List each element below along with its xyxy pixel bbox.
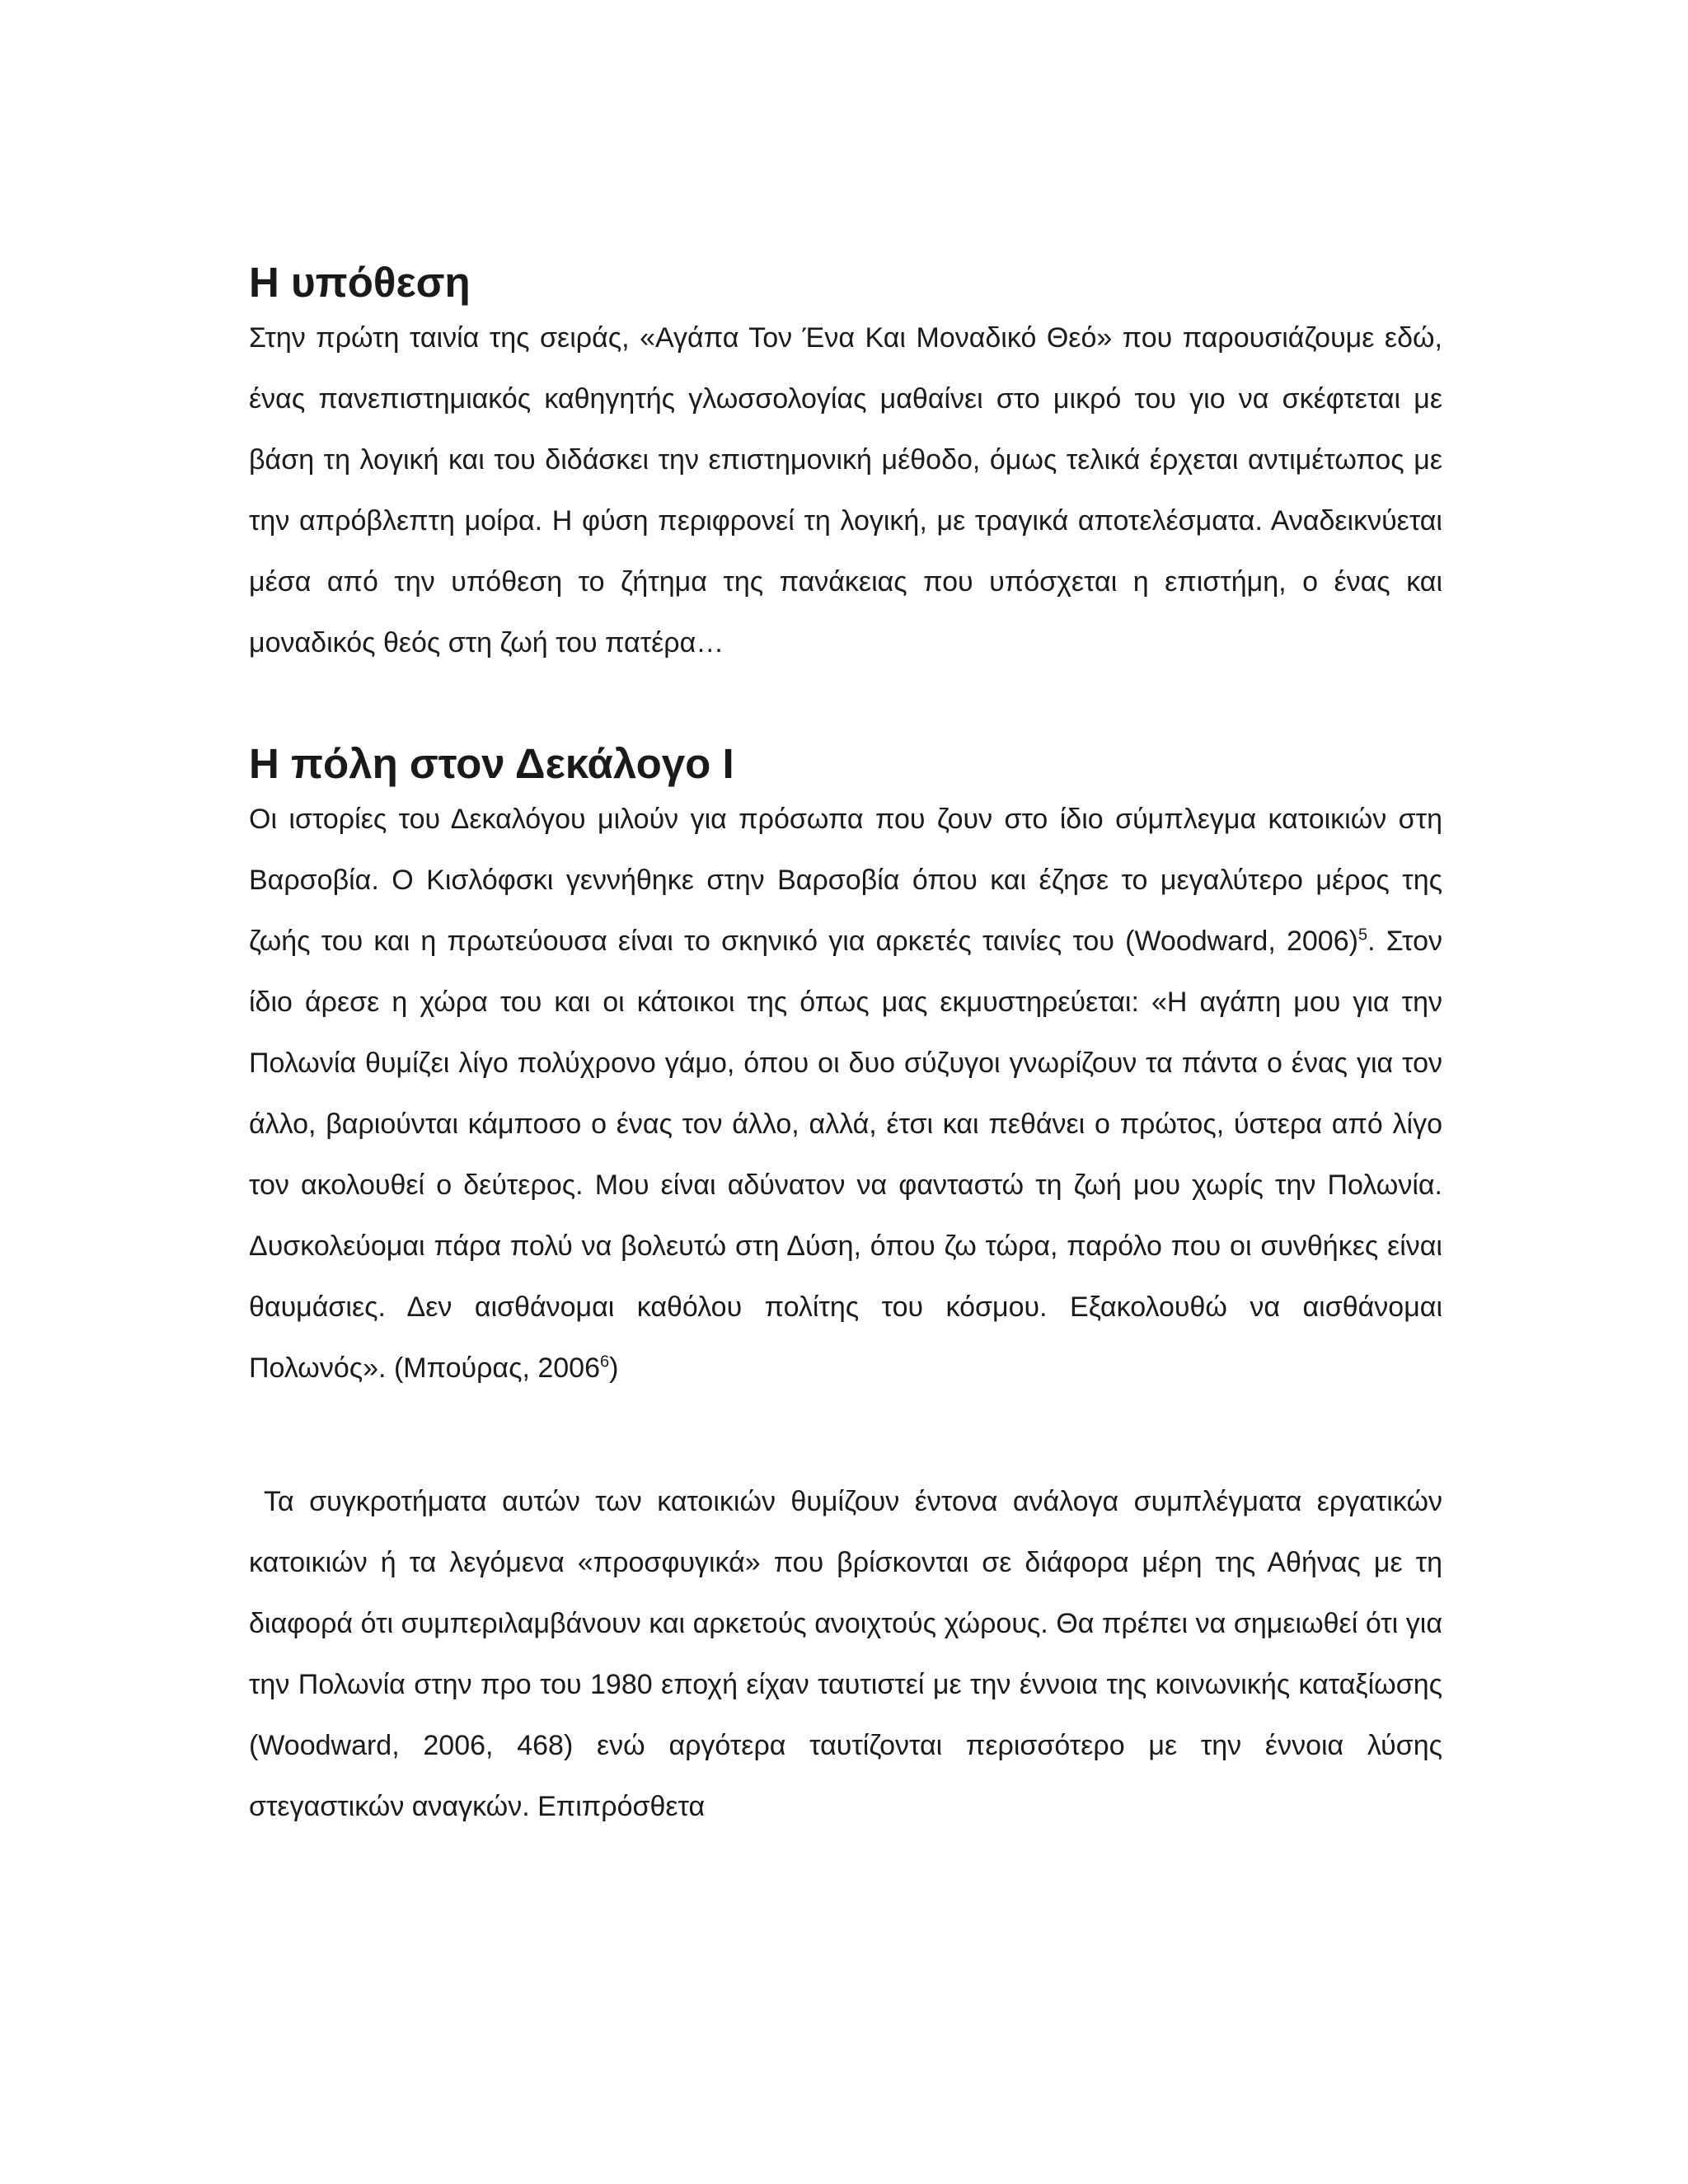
section-paragraph: Στην πρώτη ταινία της σειράς, «Αγάπα Τον Ένα Και Μοναδικό Θεό» που παρουσιάζουμε εδώ, ένας πανεπιστημιακός καθηγητής γλωσσολογίας μαθαίνει στο μικρό του γιο να σκέφτεται με βάση τη λογική και του διδάσκει την επιστημονική μέθοδο, όμως τελικά έρχεται αντιμέτωπος με την απρόβλεπτη μοίρα. Η φύση περιφρονεί τη λογική, με τραγικά αποτελέσματα. Αναδεικνύεται μέσα από την υπόθεση το ζήτημα της πανάκειας που υπόσχεται η επιστήμη, ο ένας και μοναδικός θεός στη ζωή του πατέρα…	[249, 322, 1442, 658]
section-hypothesis	[249, 258, 1442, 673]
paragraph-text: . Στον ίδιο άρεσε η χώρα του και οι κάτοικοι της όπως μας εκμυστηρεύεται: «Η αγάπη μου για την Πολωνία θυμίζει λίγο πολύχρονο γάμο, όπου οι δυο σύζυγοι γνωρίζουν τα πάντα ο ένας για τον άλλο, βαριούνται κάμποσο ο ένας τον άλλο, αλλά, έτσι και πεθάνει ο πρώτος, ύστερα από λίγο τον ακολουθεί ο δεύτερος. Μου είναι αδύνατον να φανταστώ τη ζωή μου χωρίς την Πολωνία. Δυσκολεύομαι πάρα πολύ να βολευτώ στη Δύση, όπου ζω τώρα, παρόλο που οι συνθήκες είναι θαυμάσιες. Δεν αισθάνομαι καθόλου πολίτης του κόσμου. Εξακολουθώ να αισθάνομαι Πολωνός». (Μπούρας, 2006	[249, 926, 1442, 1384]
document-body	[249, 258, 1442, 1837]
section-spacer	[249, 673, 1442, 739]
footnote-marker[interactable]: 5	[1357, 926, 1368, 944]
section-heading: Η υπόθεση	[249, 259, 471, 306]
section-paragraph	[249, 789, 1442, 1399]
paragraph-text: )	[609, 1352, 619, 1384]
section-heading: Η πόλη στον Δεκάλογο Ι	[249, 740, 734, 787]
paragraph-text: Οι ιστορίες του Δεκαλόγου μιλούν για πρόσωπα που ζουν στο ίδιο σύμπλεγμα κατοικιών στη Βαρσοβία. Ο Κισλόφσκι γεννήθηκε στην Βαρσοβία όπου και έζησε το μεγαλύτερο μέρος της ζωής του και η πρωτεύουσα είναι το σκηνικό για αρκετές ταινίες του (Woodward, 2006)	[249, 804, 1442, 957]
paragraph-spacer	[249, 1399, 1442, 1471]
section-city-in-decalogue	[249, 739, 1442, 1837]
footnote-marker[interactable]: 6	[599, 1352, 610, 1371]
section-paragraph: Τα συγκροτήματα αυτών των κατοικιών θυμίζουν έντονα ανάλογα συμπλέγματα εργατικών κατοικιών ή τα λεγόμενα «προσφυγικά» που βρίσκονται σε διάφορα μέρη της Αθήνας με τη διαφορά ότι συμπεριλαμβάνουν και αρκετούς ανοιχτούς χώρους. Θα πρέπει να σημειωθεί ότι για την Πολωνία στην προ του 1980 εποχή είχαν ταυτιστεί με την έννοια της κοινωνικής καταξίωσης (Woodward, 2006, 468) ενώ αργότερα ταυτίζονται περισσότερο με την έννοια λύσης στεγαστικών αναγκών. Επιπρόσθετα	[249, 1486, 1442, 1822]
